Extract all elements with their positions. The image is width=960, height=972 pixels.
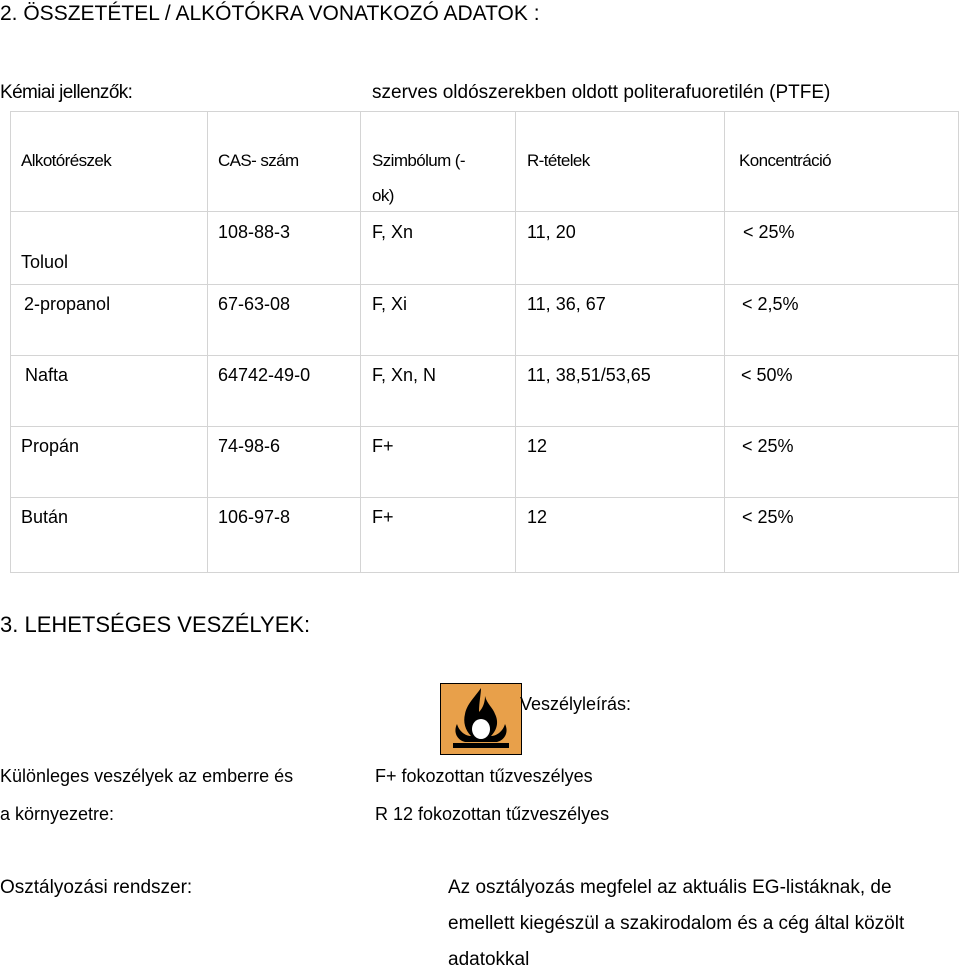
component-name: Propán [21, 436, 80, 456]
header-symbol-line2: ok) [372, 186, 394, 205]
component-name: Toluol [21, 252, 69, 272]
cas-number: 106-97-8 [218, 507, 291, 527]
special-hazards-value-line2: R 12 fokozottan tűzveszélyes [375, 804, 610, 824]
classification-value-line1: Az osztályozás megfelel az aktuális EG-listáknak, de [448, 877, 892, 898]
chemical-properties-label: Kémiai jellenzők: [0, 82, 133, 103]
table-row [11, 498, 959, 573]
component-name: Bután [21, 507, 69, 527]
classification-value-line3: adatokkal [448, 949, 530, 970]
flame-icon [441, 684, 521, 754]
table-row [11, 212, 959, 285]
hazard-symbol: F, Xn, N [372, 365, 437, 385]
special-hazards-value-line1: F+ fokozottan tűzveszélyes [375, 766, 593, 786]
component-name: Nafta [25, 365, 69, 385]
header-cell-concentration [725, 112, 959, 212]
concentration: < 25% [742, 507, 794, 527]
table-row [11, 285, 959, 356]
component-name: 2-propanol [24, 294, 111, 314]
composition-table [10, 111, 959, 573]
concentration: < 50% [741, 365, 793, 385]
hazard-symbol: F, Xn [372, 222, 414, 242]
special-hazards-label-line1: Különleges veszélyek az emberre és [0, 766, 294, 786]
cas-number: 74-98-6 [218, 436, 281, 456]
table-header-row [11, 112, 959, 212]
flammable-hazard-pictogram [440, 683, 522, 755]
special-hazards-label-line2: a környezetre: [0, 804, 115, 824]
section-3-heading: 3. LEHETSÉGES VESZÉLYEK: [0, 612, 311, 637]
r-phrases: 11, 20 [527, 222, 576, 242]
r-phrases: 11, 38,51/53,65 [527, 365, 651, 385]
header-cell-symbol [361, 112, 516, 212]
header-concentration: Koncentráció [739, 151, 832, 170]
concentration: < 25% [742, 436, 794, 456]
classification-label: Osztályozási rendszer: [0, 877, 193, 898]
cas-number: 67-63-08 [218, 294, 291, 314]
table-row [11, 427, 959, 498]
concentration: < 25% [738, 222, 795, 242]
header-r-phrases: R-tételek [527, 151, 590, 170]
r-phrases: 12 [527, 507, 548, 527]
cas-number: 64742-49-0 [218, 365, 311, 385]
r-phrases: 12 [527, 436, 548, 456]
chemical-properties-value: szerves oldószerekben oldott politerafuoretilén (PTFE) [372, 82, 831, 103]
hazard-symbol: F, Xi [372, 294, 408, 314]
concentration: < 2,5% [742, 294, 799, 314]
header-cell-cas [208, 112, 361, 212]
header-symbol-line1: Szimbólum (- [372, 151, 465, 170]
hazard-symbol: F+ [372, 436, 394, 456]
cas-number: 108-88-3 [218, 222, 291, 242]
r-phrases: 11, 36, 67 [527, 294, 606, 314]
header-cas: CAS- szám [218, 151, 299, 170]
header-cell-r-phrases [516, 112, 725, 212]
classification-value-line2: emellett kiegészül a szakirodalom és a cég által közölt [448, 913, 905, 934]
table-row [11, 356, 959, 427]
hazard-symbol: F+ [372, 507, 394, 527]
header-cell-components [11, 112, 208, 212]
header-components: Alkotórészek [21, 151, 112, 170]
section-2-heading: 2. ÖSSZETÉTEL / ALKÓTÓKRA VONATKOZÓ ADATOK : [0, 2, 540, 25]
hazard-description-label: Veszélyleírás: [520, 694, 632, 714]
